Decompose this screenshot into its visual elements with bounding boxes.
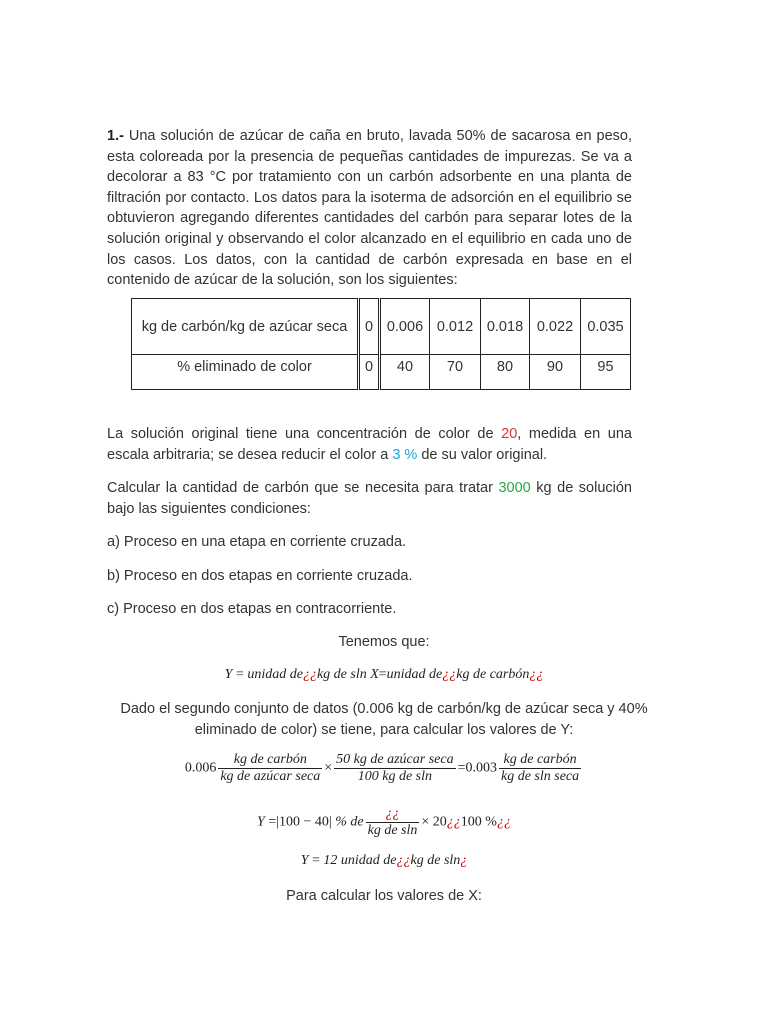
carbon-value: 0.035: [581, 299, 631, 355]
calculate-paragraph: Calcular la cantidad de carbón que se necesita para tratar 3000 kg de solución bajo las siguientes condiciones:: [107, 480, 632, 517]
color-value: 95: [581, 355, 631, 390]
dado-paragraph: Dado el segundo conjunto de datos (0.006 kg de carbón/kg de azúcar seca y 40% eliminado de color) se tiene, para calcular los valores de Y:: [120, 701, 648, 738]
table-row-carbon: [132, 299, 631, 355]
concentration-value: 20: [501, 426, 518, 442]
color-value: 0: [359, 355, 380, 390]
case-c: c) Proceso en dos etapas en contracorriente.: [107, 601, 397, 617]
case-b: b) Proceso en dos etapas en corriente cruzada.: [107, 568, 413, 584]
color-value: 40: [380, 355, 430, 390]
problem-number: 1.-: [107, 128, 124, 144]
case-a: a) Proceso en una etapa en corriente cruzada.: [107, 534, 407, 550]
carbon-value: 0.012: [430, 299, 481, 355]
target-percent: 3 %: [392, 446, 418, 463]
adsorption-data-table: [131, 298, 631, 390]
row-label-carbon: kg de carbón/kg de azúcar seca: [132, 299, 359, 355]
color-value: 80: [481, 355, 530, 390]
row-label-color: % eliminado de color: [132, 355, 359, 390]
carbon-value: 0.006: [380, 299, 430, 355]
color-value: 90: [530, 355, 581, 390]
tenemos-que: Tenemos que:: [338, 634, 430, 650]
equation-y-result: Y = 12 unidad de¿¿kg de sln¿: [300, 853, 468, 868]
equation-definitions: Y = unidad de¿¿kg de sln X=unidad de¿¿kg de carbón¿¿: [224, 667, 544, 682]
closing-line: Para calcular los valores de X:: [286, 888, 482, 904]
equation-conversion: 0.006 $\frac{\text{kg de carbón}}{\text{kg de azúcar seca}}$ × $\frac{\text{50 kg de azúcar seca}}{\text{100 kg de sln}}$ =0.003 $\frac{\text{kg de carbón}}{\text{kg de sln seca}}$: [184, 752, 580, 784]
carbon-value: 0.018: [481, 299, 530, 355]
problem-intro: Una solución de azúcar de caña en bruto, lavada 50% de sacarosa en peso, esta coloreada por la presencia de pequeñas cantidades de impurezas. Se va a decolorar a 83 °C por tratamiento con un carbón adsorbente en una planta de filtración por contacto. Los datos para la isoterma de adsorción en el equilibrio se obtuvieron agregando diferentes cantidades del carbón para separar lotes de la solución original y observando el color alcanzado en el equilibrio en cada uno de los casos. Los datos, con la cantidad de carbón expresada en base en el contenido de azúcar de la solución, son los siguientes:: [107, 128, 632, 289]
concentration-paragraph: La solución original tiene una concentración de color de 20, medida en una escala arbitraria; se desea reducir el color a 3 % de su valor original.: [107, 426, 632, 463]
equation-y-calc: Y =|100 − 40| % de $\frac{¿¿}{\text{kg de sln}}$ × 20¿¿100 %¿¿: [257, 806, 511, 838]
carbon-value: 0: [359, 299, 380, 355]
problem-paragraph: [107, 126, 632, 291]
carbon-value: 0.022: [530, 299, 581, 355]
solution-mass: 3000: [498, 480, 531, 496]
color-value: 70: [430, 355, 481, 390]
table-row-color: [132, 355, 631, 390]
